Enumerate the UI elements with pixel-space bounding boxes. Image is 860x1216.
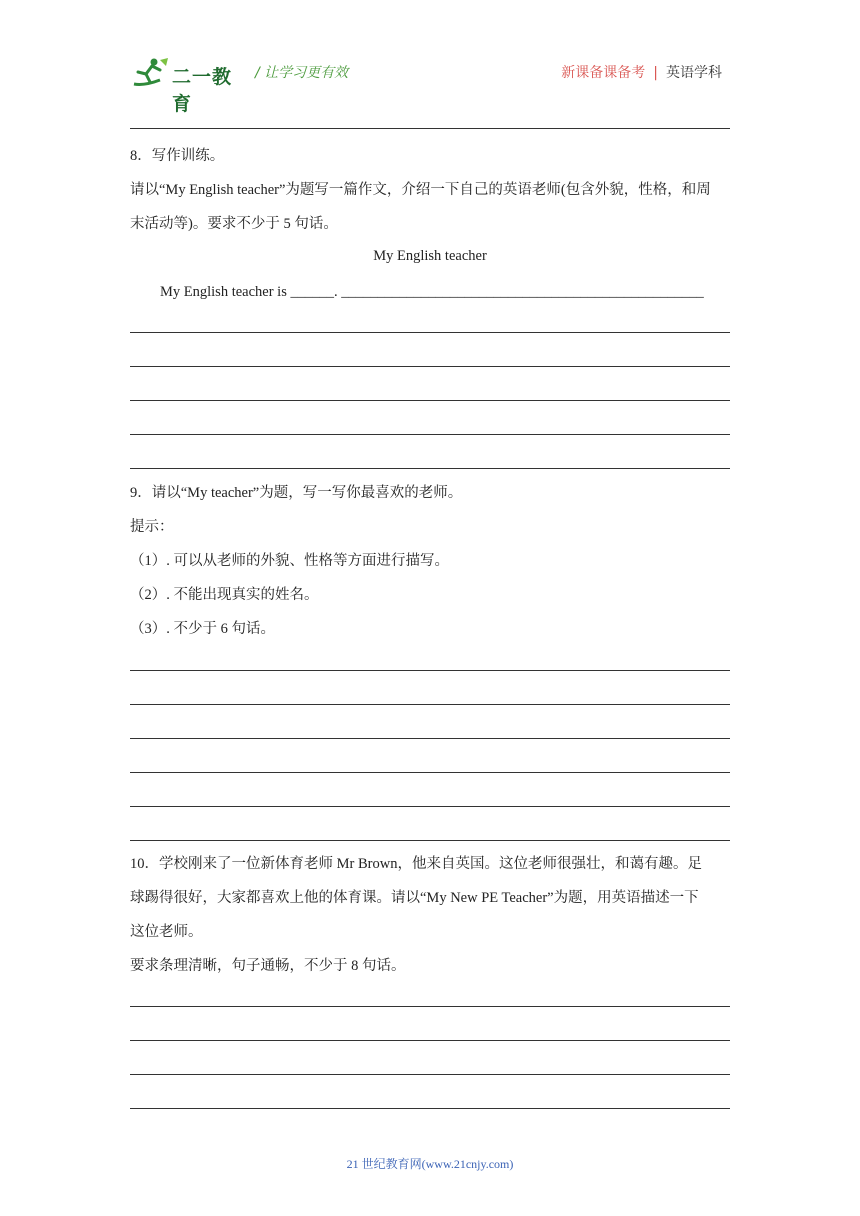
- page-header: [130, 52, 730, 115]
- q8-title: 8．写作训练。: [130, 148, 225, 164]
- answer-line[interactable]: [130, 738, 730, 739]
- answer-line[interactable]: [130, 468, 730, 469]
- q8-prompt-line2: 末活动等)。要求不少于 5 句话。: [130, 216, 338, 232]
- q9-hint: 提示：: [130, 519, 174, 535]
- q8-prompt-line1: 请以“My English teacher”为题写一篇作文，介绍一下自己的英语老师(包含外貌，性格，和周: [130, 182, 711, 198]
- q10-prompt-line1: 10．学校刚来了一位新体育老师 Mr Brown，他来自英国。这位老师很强壮，和蔼有趣。足: [130, 856, 702, 872]
- answer-line[interactable]: [130, 1040, 730, 1041]
- q10-prompt-line3: 这位老师。: [130, 924, 203, 940]
- q8-starter[interactable]: My English teacher is ______. __________________________________________________: [160, 284, 704, 300]
- header-subject-label: 英语学科: [666, 65, 722, 81]
- answer-line[interactable]: [130, 704, 730, 705]
- answer-line[interactable]: [130, 806, 730, 807]
- answer-line[interactable]: [130, 840, 730, 841]
- answer-line[interactable]: [130, 400, 730, 401]
- answer-line[interactable]: [130, 366, 730, 367]
- q9-point-1: （1）. 可以从老师的外貌、性格等方面进行描写。: [130, 553, 449, 569]
- header-subject: [561, 62, 722, 82]
- logo: [130, 56, 250, 115]
- runner-logo-icon: [130, 56, 170, 90]
- answer-line[interactable]: [130, 1074, 730, 1075]
- answer-line[interactable]: [130, 772, 730, 773]
- header-separator: |: [653, 65, 658, 81]
- q10-prompt-line2: 球踢得很好，大家都喜欢上他的体育课。请以“My New PE Teacher”为题，用英语描述一下: [130, 890, 699, 906]
- q10-requirement: 要求条理清晰，句子通畅，不少于 8 句话。: [130, 958, 406, 974]
- answer-line[interactable]: [130, 1006, 730, 1007]
- answer-line[interactable]: [130, 1108, 730, 1109]
- q9-point-3: （3）. 不少于 6 句话。: [130, 621, 275, 637]
- answer-line[interactable]: [130, 332, 730, 333]
- slogan: / 让学习更有效: [255, 65, 349, 81]
- page-footer[interactable]: 21 世纪教育网(www.21cnjy.com): [346, 1157, 514, 1171]
- q8-essay-title: My English teacher: [373, 248, 487, 264]
- answer-line[interactable]: [130, 670, 730, 671]
- header-course-label: 新课备课备考: [561, 65, 646, 81]
- q9-title: 9．请以“My teacher”为题，写一写你最喜欢的老师。: [130, 485, 463, 501]
- answer-line[interactable]: [130, 128, 730, 129]
- logo-text: 二一教育: [172, 66, 233, 115]
- q9-point-2: （2）. 不能出现真实的姓名。: [130, 587, 319, 603]
- answer-line[interactable]: [130, 434, 730, 435]
